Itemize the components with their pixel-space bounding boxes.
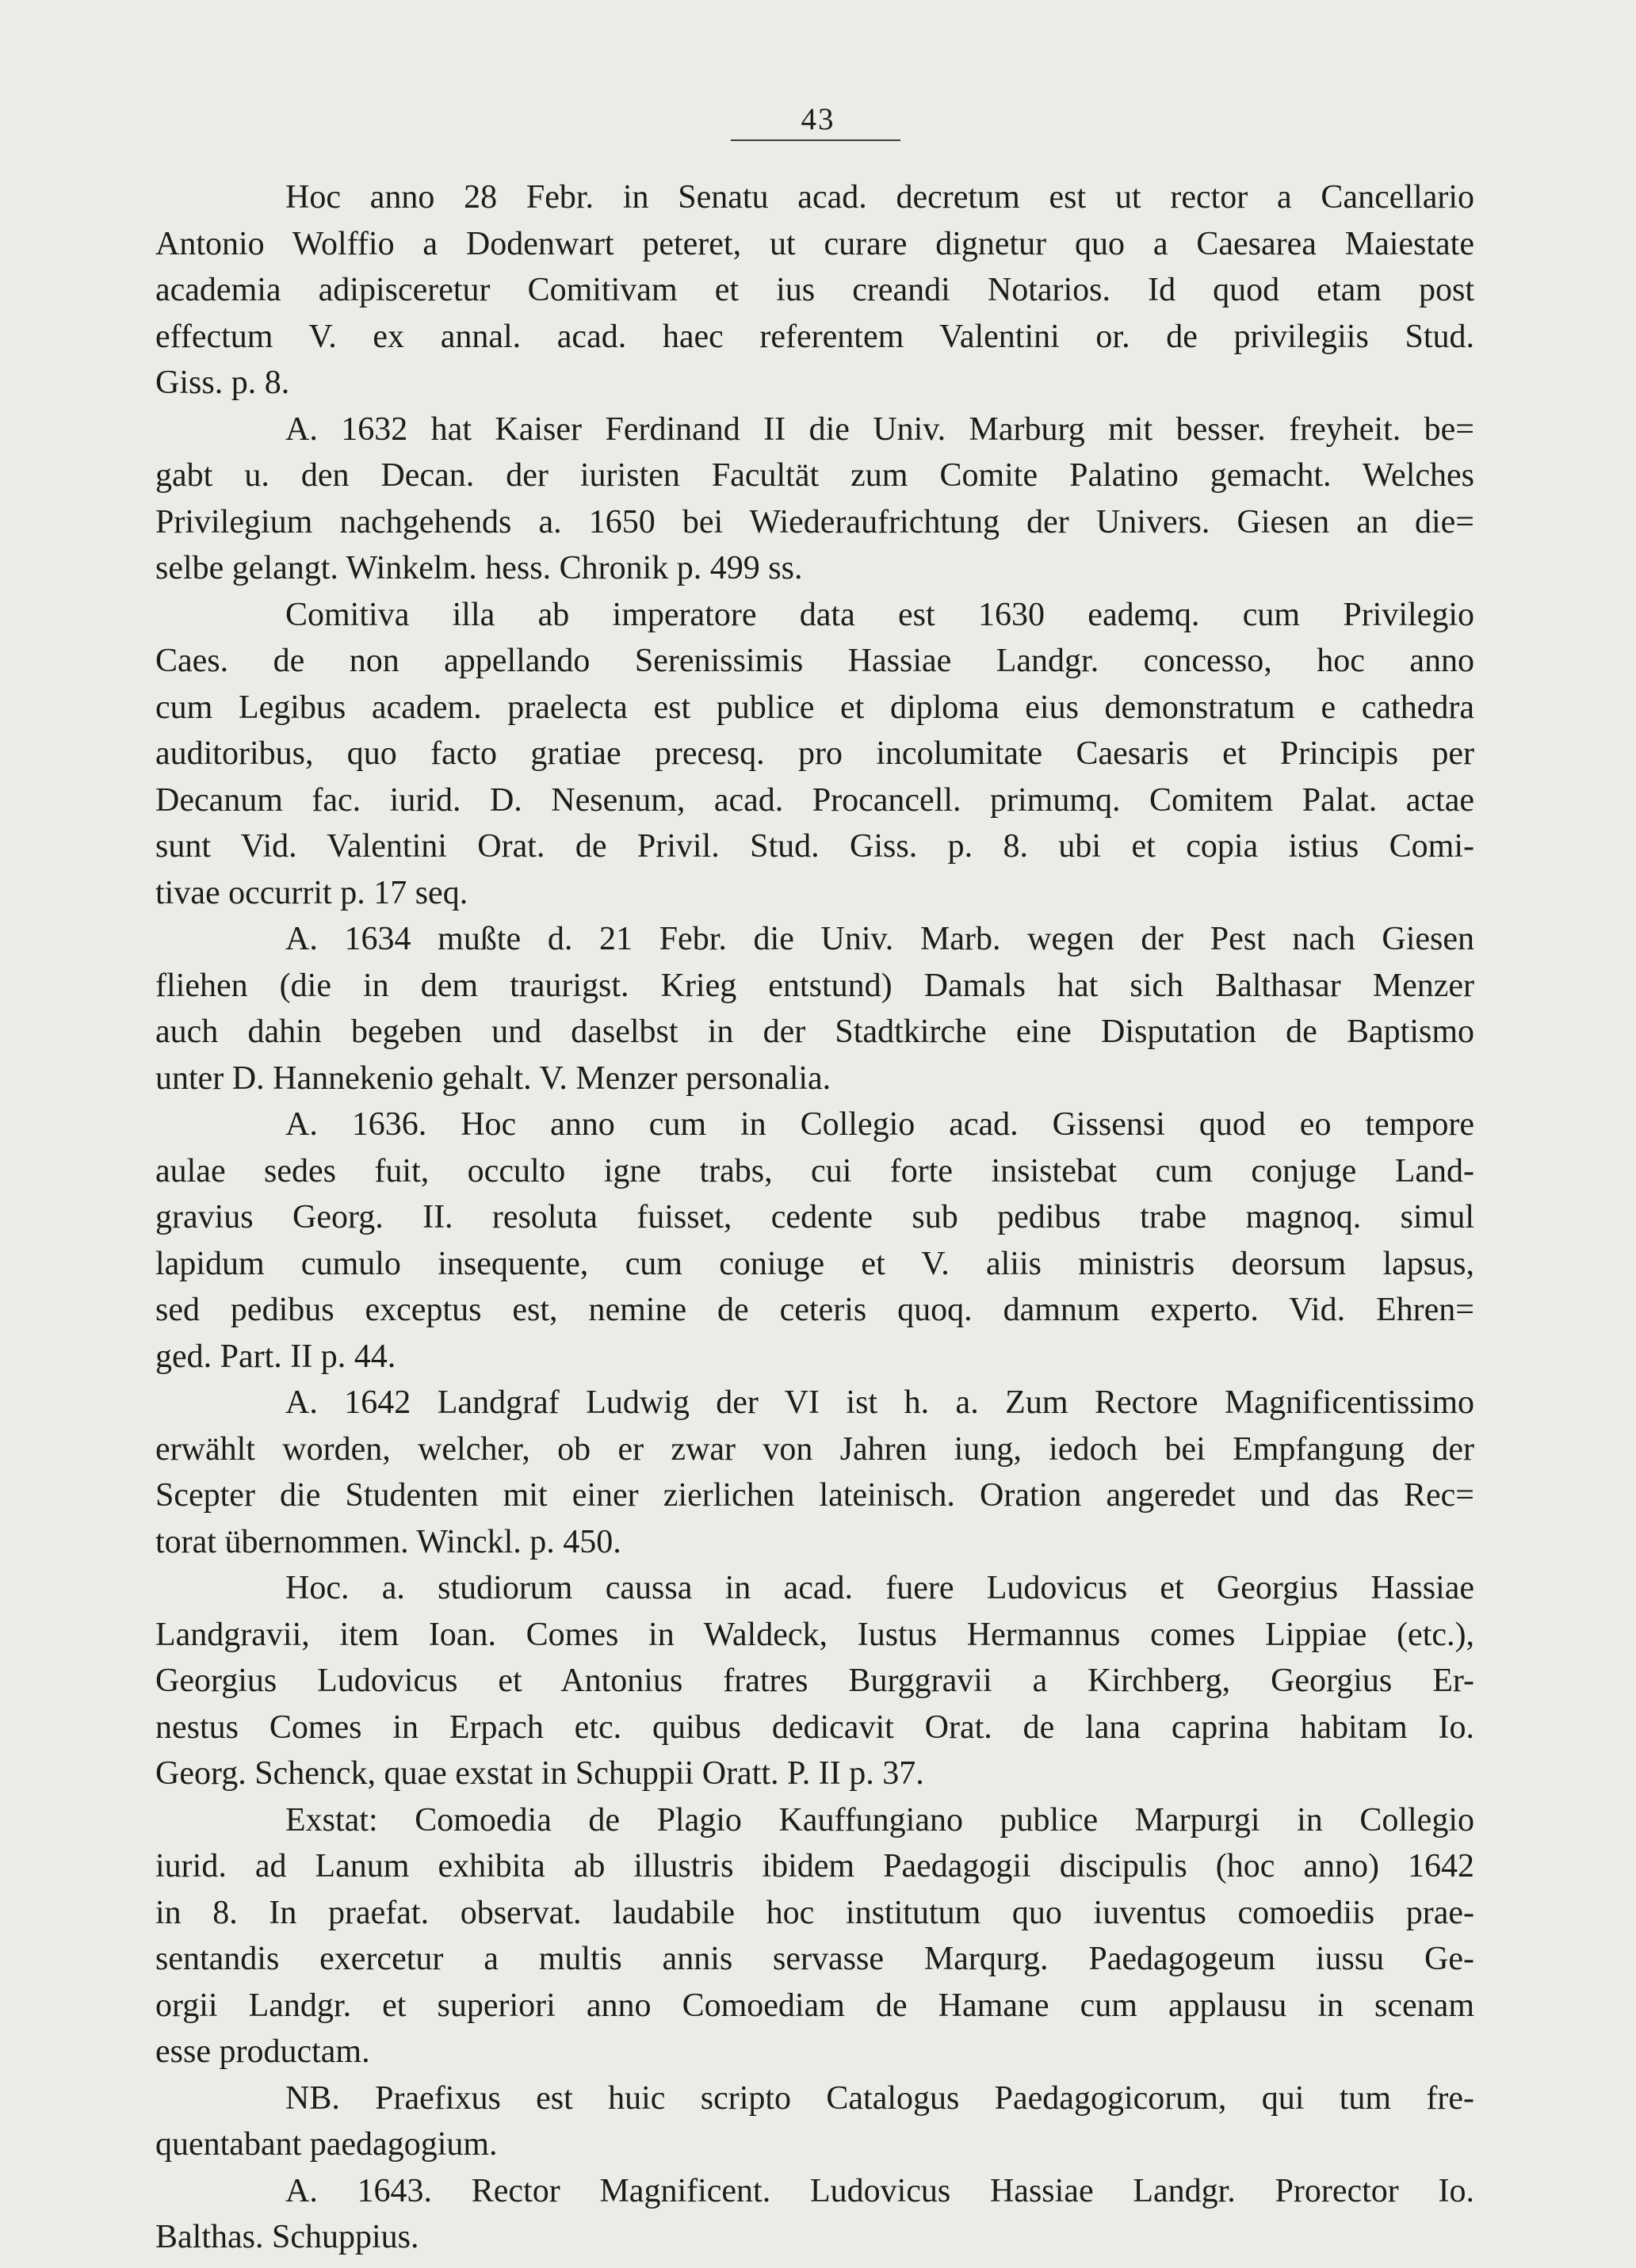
text-line: nestus Comes in Erpach etc. quibus dedicavit Orat. de lana caprina habitam Io.	[155, 1709, 1474, 1746]
text-line: lapidum cumulo insequente, cum coniuge et V. aliis ministris deorsum lapsus,	[155, 1245, 1474, 1282]
text-body	[155, 174, 1474, 2261]
text-line: Landgravii, item Ioan. Comes in Waldeck, Iustus Hermannus comes Lippiae (etc.),	[155, 1616, 1474, 1653]
text-line: sed pedibus exceptus est, nemine de ceteris quoq. damnum experto. Vid. Ehren=	[155, 1292, 1474, 1328]
text-line: Caes. de non appellando Serenissimis Hassiae Landgr. concesso, hoc anno	[155, 643, 1474, 679]
text-line: selbe gelangt. Winkelm. hess. Chronik p. 499 ss.	[155, 550, 803, 586]
text-line: Comitiva illa ab imperatore data est 1630 eademq. cum Privilegio	[285, 596, 1474, 633]
text-line: sunt Vid. Valentini Orat. de Privil. Stud. Giss. p. 8. ubi et copia istius Comi-	[155, 828, 1474, 865]
text-line: A. 1634 mußte d. 21 Febr. die Univ. Marb. wegen der Pest nach Giesen	[285, 921, 1474, 957]
text-line: Giss. p. 8.	[155, 365, 290, 401]
text-line: Scepter die Studenten mit einer zierlichen lateinisch. Oration angeredet und das Rec=	[155, 1477, 1474, 1514]
text-line: erwählt worden, welcher, ob er zwar von Jahren iung, iedoch bei Empfangung der	[155, 1430, 1474, 1468]
text-line: Balthas. Schuppius.	[155, 2219, 419, 2255]
text-line: iurid. ad Lanum exhibita ab illustris ibidem Paedagogii discipulis (hoc anno) 1642	[155, 1848, 1474, 1884]
text-line: academia adipisceretur Comitivam et ius creandi Notarios. Id quod etam post	[155, 272, 1474, 308]
text-line: fliehen (die in dem traurigst. Krieg entstund) Damals hat sich Balthasar Menzer	[155, 967, 1474, 1004]
text-line: in 8. In praefat. observat. laudabile hoc institutum quo iuventus comoediis prae-	[155, 1894, 1474, 1931]
text-line: Hoc anno 28 Febr. in Senatu acad. decretum est ut rector a Cancellario	[285, 179, 1474, 216]
text-line: quentabant paedagogium.	[155, 2126, 498, 2163]
page-number: 43	[801, 102, 835, 136]
text-line: Georg. Schenck, quae exstat in Schuppii Oratt. P. II p. 37.	[155, 1755, 924, 1792]
text-line: NB. Praefixus est huic scripto Catalogus Paedagogicorum, qui tum fre-	[285, 2079, 1474, 2117]
text-line: unter D. Hannekenio gehalt. V. Menzer personalia.	[155, 1060, 831, 1097]
text-line: A. 1632 hat Kaiser Ferdinand II die Univ. Marburg mit besser. freyheit. be=	[285, 410, 1474, 448]
text-line: orgii Landgr. et superiori anno Comoediam de Hamane cum applausu in scenam	[155, 1987, 1474, 2024]
header-rule	[731, 139, 900, 141]
text-line: torat übernommen. Winckl. p. 450.	[155, 1523, 621, 1560]
text-line: gravius Georg. II. resoluta fuisset, cedente sub pedibus trabe magnoq. simul	[155, 1199, 1474, 1235]
text-line: aulae sedes fuit, occulto igne trabs, cui forte insistebat cum conjuge Land-	[155, 1152, 1474, 1189]
text-line: tivae occurrit p. 17 seq.	[155, 874, 468, 911]
text-line: Exstat: Comoedia de Plagio Kauffungiano publice Marpurgi in Collegio	[285, 1801, 1474, 1838]
text-line: Privilegium nachgehends a. 1650 bei Wiederaufrichtung der Univers. Giesen an die=	[155, 503, 1474, 540]
text-line: esse productam.	[155, 2033, 370, 2070]
text-line: effectum V. ex annal. acad. haec referentem Valentini or. de privilegiis Stud.	[155, 318, 1474, 355]
text-line: Decanum fac. iurid. D. Nesenum, acad. Procancell. primumq. Comitem Palat. actae	[155, 781, 1474, 819]
text-line: auch dahin begeben und daselbst in der Stadtkirche eine Disputation de Baptismo	[155, 1014, 1474, 1050]
text-line: A. 1636. Hoc anno cum in Collegio acad. Gissensi quod eo tempore	[285, 1106, 1474, 1143]
text-line: auditoribus, quo facto gratiae precesq. pro incolumitate Caesaris et Principis per	[155, 735, 1474, 772]
text-line: gabt u. den Decan. der iuristen Facultät zum Comite Palatino gemacht. Welches	[155, 457, 1474, 494]
text-line: sentandis exercetur a multis annis servasse Marqurg. Paedagogeum iussu Ge-	[155, 1941, 1474, 1977]
text-line: Antonio Wolffio a Dodenwart peteret, ut curare dignetur quo a Caesarea Maiestate	[155, 225, 1474, 262]
text-line: cum Legibus academ. praelecta est publice et diploma eius demonstratum e cathedra	[155, 689, 1474, 726]
text-line: A. 1642 Landgraf Ludwig der VI ist h. a. Zum Rectore Magnificentissimo	[285, 1384, 1474, 1421]
text-line: A. 1643. Rector Magnificent. Ludovicus Hassiae Landgr. Prorector Io.	[285, 2172, 1474, 2209]
text-line: Georgius Ludovicus et Antonius fratres Burggravii a Kirchberg, Georgius Er-	[155, 1663, 1474, 1699]
text-line: ged. Part. II p. 44.	[155, 1338, 396, 1375]
text-line: Hoc. a. studiorum caussa in acad. fuere Ludovicus et Georgius Hassiae	[285, 1570, 1474, 1606]
